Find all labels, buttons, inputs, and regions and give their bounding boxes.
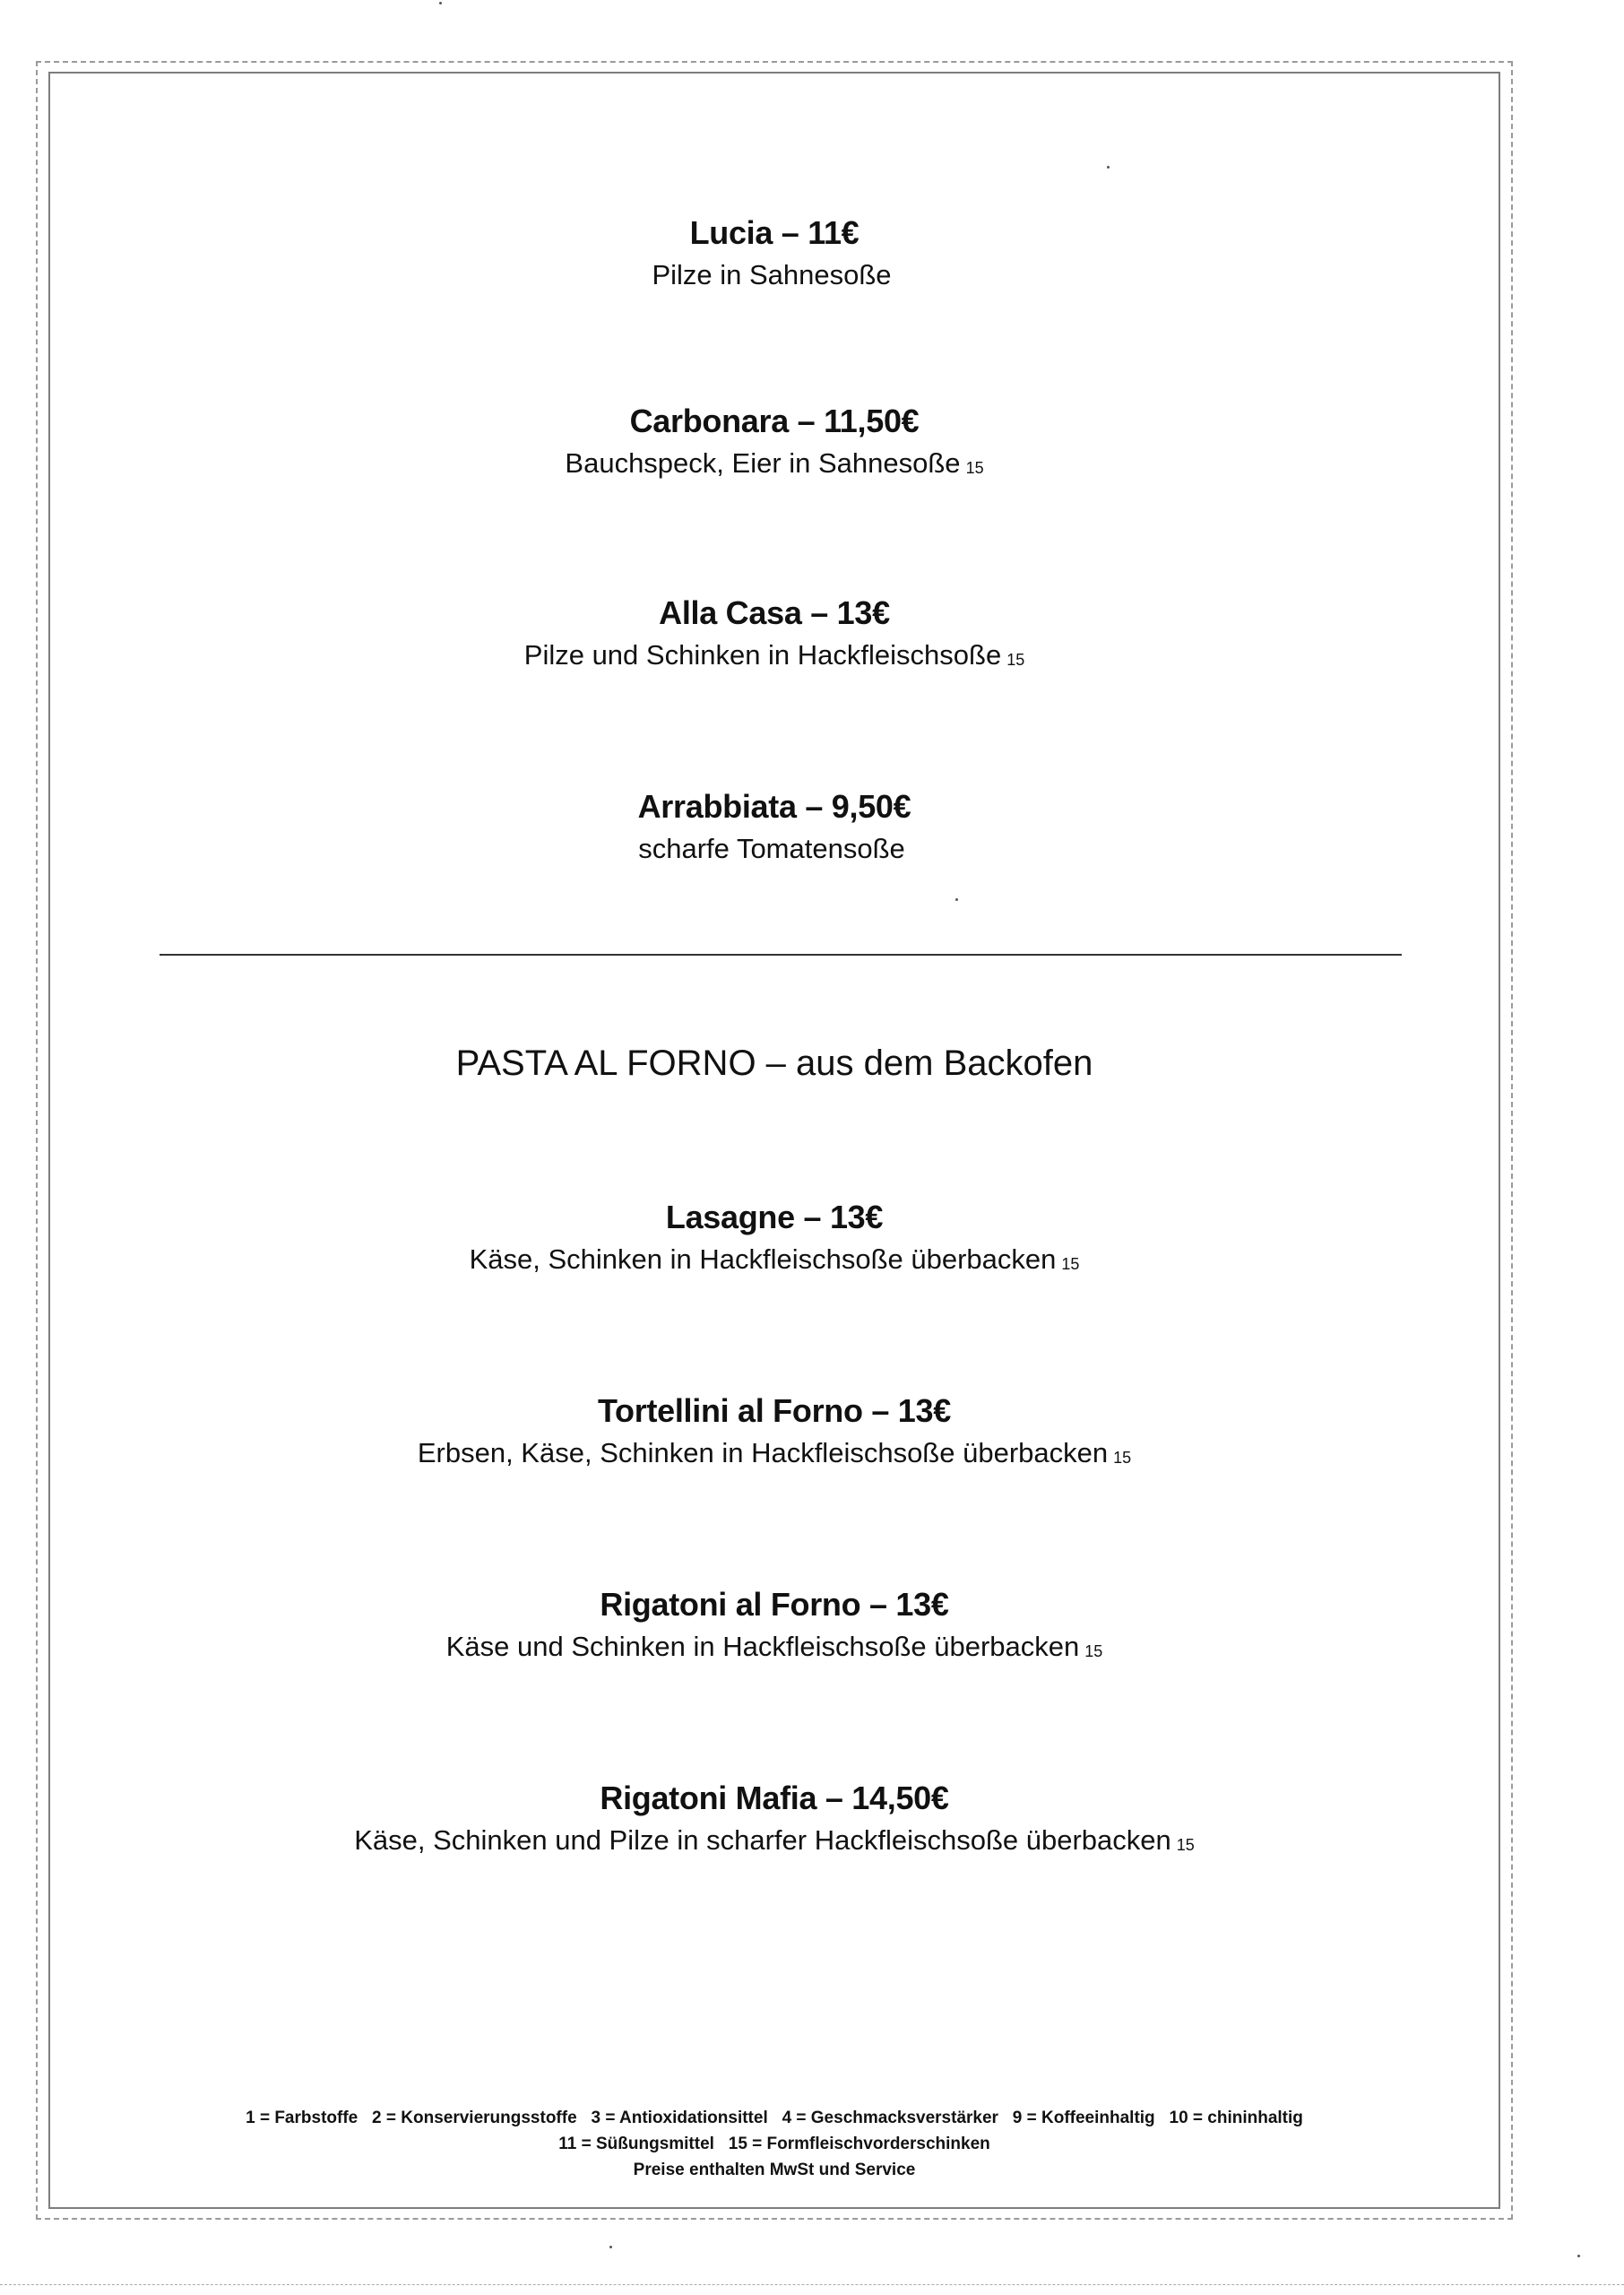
allergen-code: 15 bbox=[1084, 1642, 1103, 1660]
menu-item-lasagne bbox=[48, 1196, 1500, 1283]
scan-speck bbox=[1107, 166, 1110, 169]
scan-speck bbox=[609, 2246, 612, 2248]
additives-line-2: 11 = Süßungsmittel 15 = Formfleischvorderschinken bbox=[558, 2135, 990, 2153]
scan-speck bbox=[1577, 2255, 1580, 2257]
menu-item-title: Lasagne – 13€ bbox=[665, 1199, 884, 1235]
menu-item-lucia bbox=[48, 212, 1500, 299]
scan-edge-line bbox=[0, 2284, 1624, 2285]
menu-item-description: Käse und Schinken in Hackfleischsoße überbacken 15 bbox=[445, 1631, 1103, 1662]
allergen-code: 15 bbox=[1176, 1836, 1195, 1854]
scan-speck bbox=[955, 898, 958, 901]
menu-item-description: scharfe Tomatensoße bbox=[638, 833, 905, 864]
price-note: Preise enthalten MwSt und Service bbox=[633, 2161, 916, 2179]
menu-item-title: Carbonara – 11,50€ bbox=[629, 403, 920, 439]
scan-speck bbox=[439, 2, 442, 4]
page-border-inner bbox=[48, 72, 1500, 2209]
menu-item-description: Erbsen, Käse, Schinken in Hackfleischsoße überbacken 15 bbox=[417, 1437, 1132, 1468]
menu-item-description: Bauchspeck, Eier in Sahnesoße 15 bbox=[565, 447, 984, 479]
allergen-code: 15 bbox=[1006, 651, 1025, 669]
allergen-code: 15 bbox=[1113, 1449, 1132, 1467]
menu-item-title: Rigatoni Mafia – 14,50€ bbox=[600, 1780, 949, 1816]
menu-item-description: Pilze in Sahnesoße bbox=[652, 259, 892, 290]
additives-legend bbox=[48, 2105, 1500, 2183]
menu-item-title: Lucia – 11€ bbox=[689, 214, 860, 251]
menu-item-description: Käse, Schinken und Pilze in scharfer Hackfleischsoße überbacken 15 bbox=[354, 1824, 1195, 1856]
menu-item-title: Alla Casa – 13€ bbox=[659, 594, 890, 631]
menu-item-rigatoni-al-forno bbox=[48, 1583, 1500, 1670]
menu-item-alla-casa bbox=[48, 592, 1500, 679]
allergen-code: 15 bbox=[965, 459, 984, 477]
section-divider bbox=[160, 954, 1402, 956]
menu-item-rigatoni-mafia bbox=[48, 1777, 1500, 1864]
menu-item-title: Arrabbiata – 9,50€ bbox=[637, 788, 911, 825]
additives-line-1: 1 = Farbstoffe 2 = Konservierungsstoffe 3 = Antioxidationsittel 4 = Geschmacksverstärker 9 = Koffeeinhaltig 10 = chininhaltig bbox=[246, 2109, 1303, 2127]
menu-item-arrabbiata bbox=[48, 785, 1500, 872]
menu-item-title: Tortellini al Forno – 13€ bbox=[598, 1392, 951, 1429]
menu-item-title: Rigatoni al Forno – 13€ bbox=[600, 1586, 949, 1623]
menu-item-description: Pilze und Schinken in Hackfleischsoße 15 bbox=[523, 639, 1025, 671]
menu-item-tortellini-al-forno bbox=[48, 1390, 1500, 1477]
menu-item-description: Käse, Schinken in Hackfleischsoße überbacken 15 bbox=[469, 1243, 1080, 1275]
allergen-code: 15 bbox=[1061, 1255, 1080, 1273]
menu-item-carbonara bbox=[48, 400, 1500, 487]
section-heading-pasta-al-forno: PASTA AL FORNO – aus dem Backofen bbox=[455, 1044, 1093, 1083]
